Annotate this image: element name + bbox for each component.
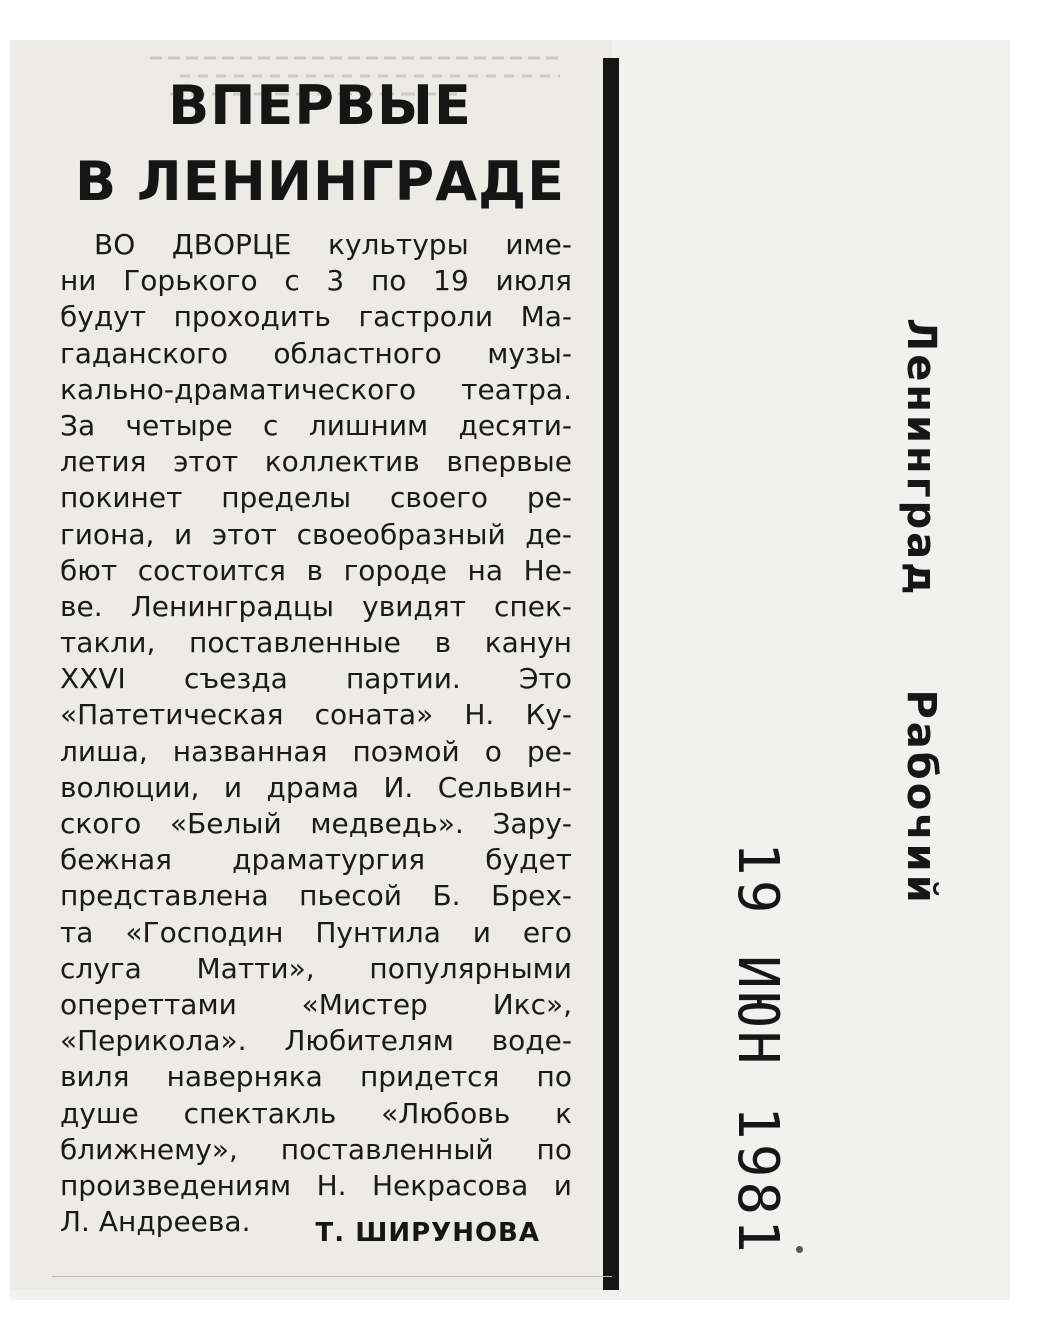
article-body-line: Л. Андреева. [60, 1205, 251, 1239]
article-body-line: За четыре с лишним десяти- [60, 408, 572, 442]
article-author: Т. ШИРУНОВА [315, 1218, 540, 1248]
article-body-line: виля наверняка придется по [60, 1060, 572, 1094]
headline-line-1: ВПЕРВЫЕ [168, 74, 472, 137]
column-divider-rule [603, 58, 619, 1290]
newspaper-stamp-title: Рабочий [898, 689, 944, 906]
ink-dot-mark [796, 1246, 803, 1253]
article-body-line: ни Горького с 3 по 19 июля [60, 264, 572, 298]
article-body-line: XXVI съезда партии. Это [60, 662, 572, 696]
article-body-line: летия этот коллектив впервые [60, 445, 572, 479]
article-body [60, 227, 572, 1240]
article-body-line: душе спектакль «Любовь к [60, 1096, 572, 1130]
newspaper-name-stamp [898, 318, 944, 906]
article-body-line: лиша, названная поэмой о ре- [60, 734, 572, 768]
article-body-line: слуга Матти», популярными [60, 951, 572, 985]
article-body-line: «Патетическая соната» Н. Ку- [60, 698, 572, 732]
article-body-line: представлена пьесой Б. Брех- [60, 879, 572, 913]
headline-line-2: В ЛЕНИНГРАДЕ [74, 150, 566, 213]
article-body-line: ве. Ленинградцы увидят спек- [60, 589, 572, 623]
article-body-line: та «Господин Пунтила и его [60, 915, 572, 949]
article-body-line: гаданского областного музы- [60, 336, 572, 370]
article-body-line: волюции, и драма И. Сельвин- [60, 770, 572, 804]
article-headline [40, 68, 600, 220]
bottom-cut-line [52, 1276, 612, 1277]
article-body-line: произведениям Н. Некрасова и [60, 1168, 572, 1202]
article-body-line: опереттами «Мистер Икс», [60, 987, 572, 1021]
article-body-line: «Перикола». Любителям воде- [60, 1024, 572, 1058]
article-body-line: бют состоится в городе на Не- [60, 553, 572, 587]
article-body-line: такли, поставленные в канун [60, 626, 572, 660]
article-body-line: ВО ДВОРЦЕ культуры име- [94, 228, 572, 261]
article-body-line: ского «Белый медведь». Зару- [60, 807, 572, 840]
article-body-line: покинет пределы своего ре- [60, 481, 572, 515]
article-body-line: будут проходить гастроли Ма- [60, 300, 572, 334]
date-stamp: 19 ИЮН 1981 [725, 842, 790, 1257]
article-body-line: кально-драматического театра. [60, 372, 572, 406]
article-body-line: гиона, и этот своеобразный де- [60, 517, 572, 551]
article-body-line: ближнему», поставленный по [60, 1132, 572, 1166]
article-body-line: бежная драматургия будет [60, 843, 572, 877]
newspaper-stamp-city: Ленинград [898, 318, 944, 598]
